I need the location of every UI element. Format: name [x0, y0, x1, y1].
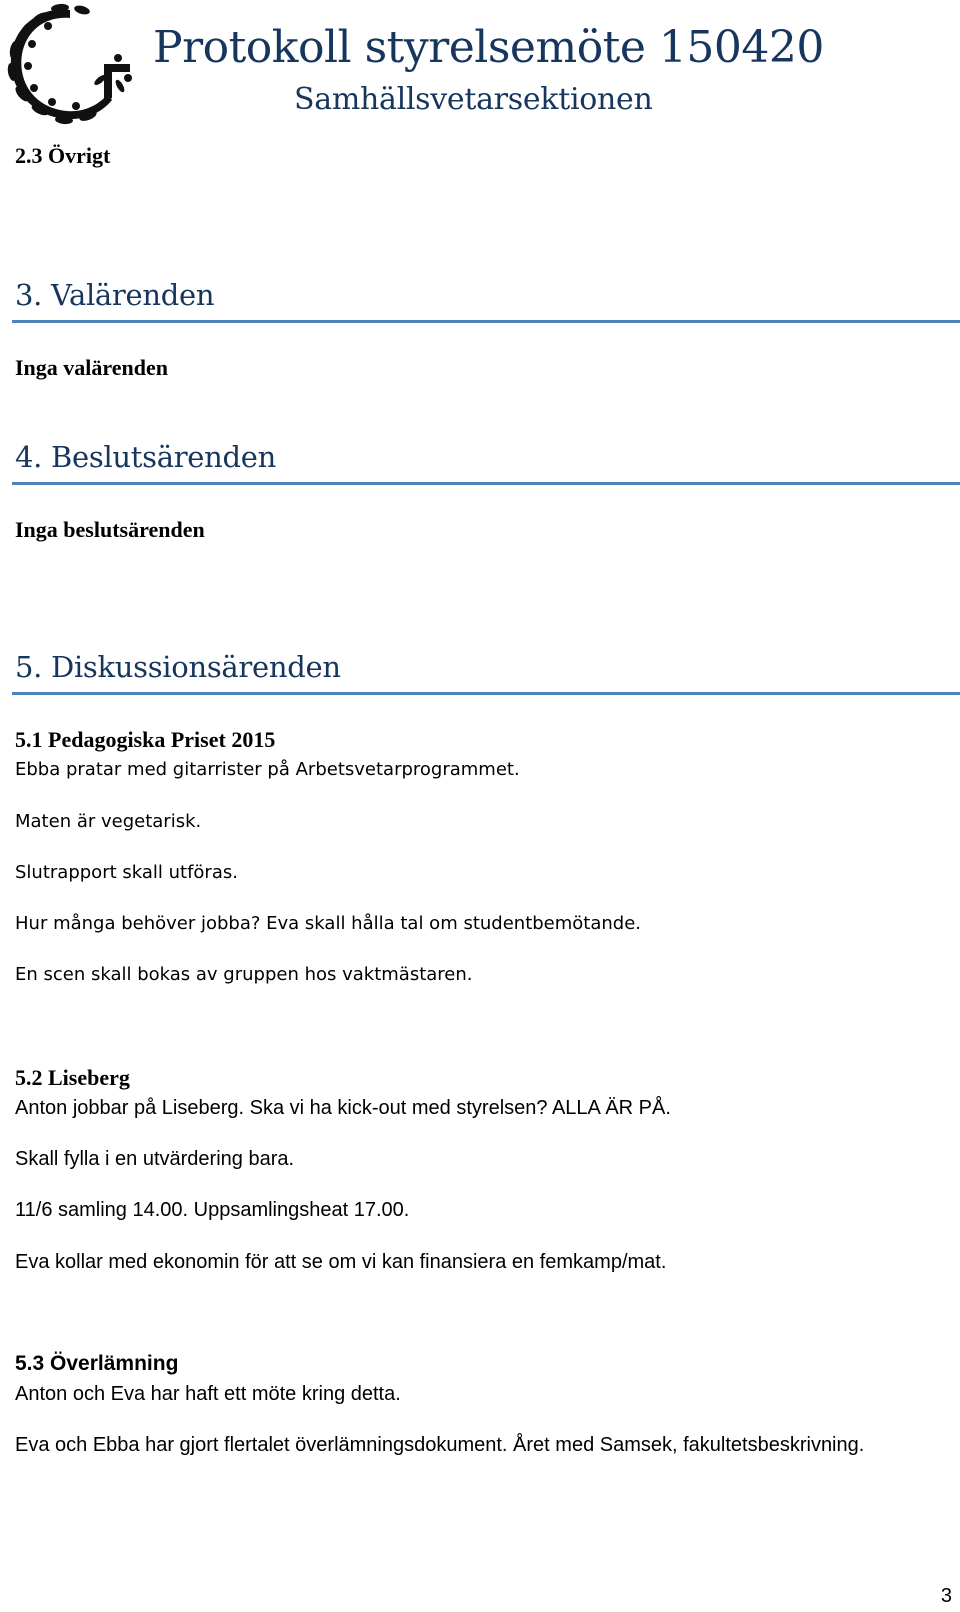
paragraph: Eva kollar med ekonomin för att se om vi kan finansiera en femkamp/mat.	[15, 1251, 667, 1273]
paragraph: Skall fylla i en utvärdering bara.	[15, 1148, 295, 1170]
page-number: 3	[940, 1585, 952, 1607]
heading-5-1: 5.1 Pedagogiska Priset 2015	[15, 727, 276, 752]
heading-rule	[12, 320, 960, 323]
paragraph: Hur många behöver jobba? Eva skall hålla tal om studentbemötande.	[15, 913, 642, 934]
document-subtitle: Samhällsvetarsektionen	[294, 82, 653, 117]
paragraph: Ebba pratar med gitarrister på Arbetsvetarprogrammet.	[15, 759, 520, 780]
document-title: Protokoll styrelsemöte 150420	[153, 22, 824, 73]
paragraph: Eva och Ebba har gjort flertalet överlämningsdokument. Året med Samsek, fakultetsbeskrivning.	[15, 1434, 865, 1456]
paragraph: Anton jobbar på Liseberg. Ska vi ha kick-out med styrelsen? ALLA ÄR PÅ.	[15, 1097, 671, 1119]
heading-section-3: 3. Valärenden	[15, 278, 215, 312]
section-4-text: Inga beslutsärenden	[15, 517, 205, 542]
heading-5-3: 5.3 Överlämning	[15, 1352, 179, 1375]
heading-rule	[12, 482, 960, 485]
heading-2-3: 2.3 Övrigt	[15, 143, 111, 168]
heading-section-4: 4. Beslutsärenden	[15, 440, 277, 474]
paragraph: Anton och Eva har haft ett möte kring detta.	[15, 1383, 401, 1405]
section-3-text: Inga valärenden	[15, 355, 169, 380]
section-logo-icon	[0, 0, 140, 128]
heading-rule	[12, 692, 960, 695]
paragraph: 11/6 samling 14.00. Uppsamlingsheat 17.00.	[15, 1199, 410, 1221]
paragraph: Maten är vegetarisk.	[15, 811, 202, 832]
paragraph: Slutrapport skall utföras.	[15, 862, 238, 883]
paragraph: En scen skall bokas av gruppen hos vaktmästaren.	[15, 964, 473, 985]
heading-section-5: 5. Diskussionsärenden	[15, 650, 341, 684]
heading-5-2: 5.2 Liseberg	[15, 1065, 130, 1090]
